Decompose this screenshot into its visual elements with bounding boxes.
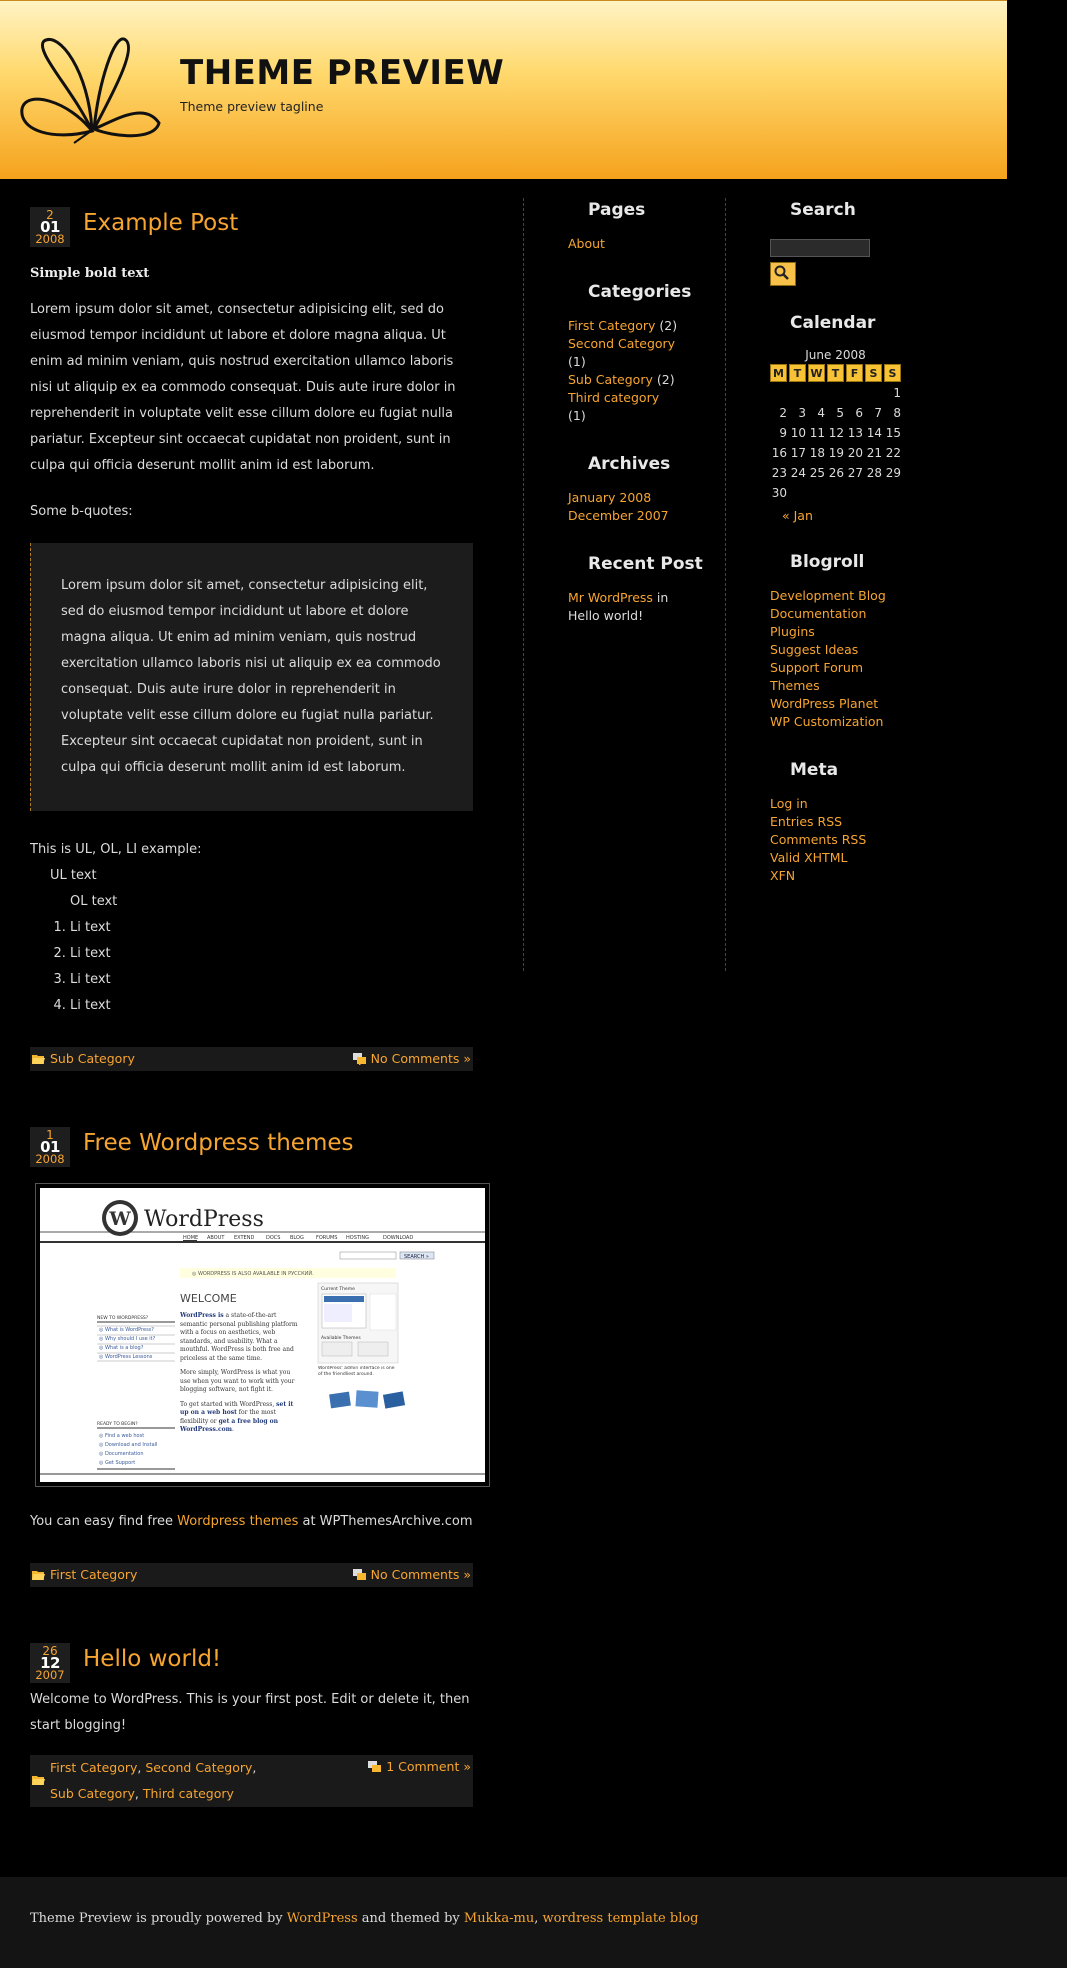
archive-link[interactable]: January 2008 <box>568 490 652 505</box>
page-link-about[interactable]: About <box>568 236 605 251</box>
bquote-intro: Some b-quotes: <box>30 504 133 519</box>
pages-widget <box>568 195 718 253</box>
list-intro: This is UL, OL, LI example: <box>30 842 202 857</box>
folder-icon <box>32 1775 45 1785</box>
ol-text: OL text <box>70 894 118 909</box>
calendar-week-row <box>770 424 901 442</box>
calendar-day: 3 <box>798 406 806 420</box>
calendar-day: 22 <box>885 446 901 460</box>
bold-text: Simple bold text <box>30 266 150 281</box>
category-link[interactable]: First Category <box>50 1760 138 1775</box>
calendar-day: 15 <box>885 426 901 440</box>
search-input[interactable] <box>770 239 870 257</box>
post-header <box>30 1125 473 1169</box>
folder-icon <box>32 1054 45 1064</box>
svg-text:◎ Download and Install: ◎ Download and Install <box>99 1442 158 1448</box>
blogroll-link[interactable]: Development Blog <box>770 588 886 603</box>
calendar-day <box>827 484 844 502</box>
blogroll-link[interactable]: Plugins <box>770 624 815 639</box>
footer-template-blog-link[interactable]: wordress template blog <box>542 1911 699 1926</box>
svg-text:WELCOME: WELCOME <box>180 1292 237 1305</box>
svg-text:Available Themes: Available Themes <box>321 1336 361 1341</box>
post-comments <box>353 1563 471 1587</box>
calendar-day: 10 <box>790 426 806 440</box>
post-day: 26 <box>42 1644 58 1658</box>
calendar-day: 29 <box>885 466 901 480</box>
list-item <box>50 863 473 915</box>
post-month: 01 <box>40 218 60 236</box>
wordpress-themes-link[interactable]: Wordpress themes <box>177 1514 299 1529</box>
wordpress-screenshot <box>35 1183 490 1487</box>
svg-text:W: W <box>109 1208 131 1230</box>
calendar-day: 27 <box>847 466 863 480</box>
post-comments <box>353 1047 471 1071</box>
calendar-day: 26 <box>828 466 844 480</box>
screenshot-brand: WordPress <box>144 1207 264 1232</box>
calendar-day <box>770 384 787 402</box>
meta-widget <box>770 755 910 885</box>
footer-wordpress-link[interactable]: WordPress <box>286 1911 358 1926</box>
site-tagline: Theme preview tagline <box>180 99 324 114</box>
recent-author-link[interactable]: Mr WordPress <box>568 590 653 605</box>
svg-text:HOME: HOME <box>183 1235 199 1241</box>
post-comments <box>368 1755 471 1779</box>
widget-title: Search <box>790 200 856 220</box>
post-year: 2008 <box>35 232 65 246</box>
svg-text:DOCS: DOCS <box>266 1235 281 1241</box>
svg-text:◎ Why should I use it?: ◎ Why should I use it? <box>99 1336 156 1342</box>
blockquote: Lorem ipsum dolor sit amet, consectetur adipisicing elit, sed do eiusmod tempor incididunt ut labore et dolore magna aliqua. Ut enim ad minim veniam, quis nostrud exercitation ullamco laboris nisi ut aliquip ex ea commodo consequat. Duis aute irure dolor in reprehenderit in voluptate velit esse cillum dolore eu fugiat nulla pariatur. Excepteur sint occaecat cupidatat non proident, sunt in culpa qui officia deserunt mollit anim id est laborum. <box>30 543 473 811</box>
calendar-day: 12 <box>828 426 844 440</box>
post-title-link[interactable]: Free Wordpress themes <box>83 1130 354 1156</box>
calendar-week-row <box>770 444 901 462</box>
svg-text:BLOG: BLOG <box>290 1235 304 1241</box>
calendar-day: 23 <box>771 466 787 480</box>
category-link[interactable]: First Category <box>50 1567 138 1582</box>
calendar-day: 7 <box>874 406 882 420</box>
calendar-day <box>827 384 844 402</box>
sidebar-left <box>568 195 718 649</box>
search-widget <box>770 195 910 286</box>
svg-text:◎ Documentation: ◎ Documentation <box>99 1451 144 1457</box>
site-footer <box>0 1877 1067 1968</box>
blogroll-link[interactable]: Suggest Ideas <box>770 642 859 657</box>
svg-text:◎ WORDPRESS IS ALSO AVAILABLE: ◎ WORDPRESS IS ALSO AVAILABLE IN РУССКИЙ. <box>192 1271 314 1277</box>
calendar-day: 18 <box>809 446 825 460</box>
login-link[interactable]: Log in <box>770 796 808 811</box>
search-icon <box>771 263 793 283</box>
recent-post-widget <box>568 549 718 625</box>
column-divider <box>523 198 524 971</box>
calendar-day: 6 <box>855 406 863 420</box>
calendar-week-row <box>770 404 901 422</box>
butterfly-logo-icon[interactable] <box>14 31 164 149</box>
calendar-day: 17 <box>790 446 806 460</box>
comments-rss-link[interactable]: Comments RSS <box>770 832 867 847</box>
category-count: (2) <box>656 372 675 387</box>
list-item: 4. Li text <box>70 993 473 1019</box>
wordpress-page-image: W WordPress HOME ABOUT EXTEND DOCS BLOG FORUMS HOSTING DOWNLOAD SEARCH » ◎ WORDPRESS IS ALSO AVAILABLE IN РУССКИЙ. WELCOME NEW TO WORDPRESS? ◎ What is WordPress? ◎ Why should I use it? ◎ What is a blog? ◎ WordPress Lessons READY TO BEGIN? ◎ Find a web host ◎ Download and Install ◎ Documentation ◎ Get Support WordPress is a state-of-the-art semantic personal publishing platform with a focus on aesthetics, web standards, and usability. What a mouthful. WordPress is both free and priceless at the same time. More simply, WordPress is what you use when you want to work with your blogging software, not fight it. To get started with WordPress, set it up on a web host for the most flexibility or get a free blog on WordPress.com. Current Theme Available Themes WordPress' admin interface is one of the friendliest around. <box>40 1188 485 1482</box>
archives-widget <box>568 449 718 525</box>
calendar-widget <box>770 308 910 523</box>
archive-link[interactable]: December 2007 <box>568 508 669 523</box>
column-divider <box>725 198 726 971</box>
blogroll-link[interactable]: WP Customization <box>770 714 884 729</box>
calendar-day: 28 <box>866 466 882 480</box>
xfn-link[interactable]: XFN <box>770 868 796 883</box>
blogroll-link[interactable]: Themes <box>770 678 820 693</box>
category-link[interactable]: Third category <box>568 390 660 405</box>
comments-link[interactable]: No Comments » <box>370 1567 471 1582</box>
post-meta-bar <box>30 1563 473 1587</box>
post-free-themes <box>30 1125 473 1587</box>
widget-title: Archives <box>588 454 671 474</box>
calendar-day-header: W <box>808 364 825 382</box>
category-link[interactable]: Sub Category <box>50 1786 135 1801</box>
ul-text: UL text <box>50 868 97 883</box>
comment-icon <box>353 1569 366 1581</box>
calendar-day <box>865 484 882 502</box>
categories-widget <box>568 277 718 425</box>
post-day: 1 <box>46 1128 54 1142</box>
calendar-day-header: F <box>846 364 863 382</box>
post-title-link[interactable]: Hello world! <box>83 1646 222 1672</box>
calendar-caption: June 2008 <box>805 348 866 362</box>
svg-text:◎ Get Support: ◎ Get Support <box>99 1460 136 1466</box>
svg-text:READY TO BEGIN?: READY TO BEGIN? <box>97 1422 138 1427</box>
calendar-body <box>770 384 901 502</box>
post-paragraph: Welcome to WordPress. This is your first post. Edit or delete it, then start blogging! <box>30 1692 470 1733</box>
widget-title: Categories <box>588 282 692 302</box>
calendar-day <box>789 384 806 402</box>
post-date <box>30 1127 70 1167</box>
calendar-day: 13 <box>847 426 863 440</box>
calendar-day: 14 <box>866 426 882 440</box>
list-item: 1. Li text <box>70 915 473 941</box>
main-content <box>30 205 473 1807</box>
post-meta-bar <box>30 1755 473 1807</box>
recent-post-title: Hello world! <box>568 608 644 623</box>
post-day: 2 <box>46 208 54 222</box>
calendar-day: 16 <box>771 446 787 460</box>
svg-text:SEARCH »: SEARCH » <box>404 1254 429 1260</box>
calendar-week-row <box>770 484 901 502</box>
svg-text:FORUMS: FORUMS <box>316 1235 338 1241</box>
post-hello-world <box>30 1641 473 1807</box>
comment-icon <box>368 1761 381 1773</box>
ol-example <box>30 915 473 1019</box>
post-example <box>30 205 473 1071</box>
search-button[interactable] <box>770 262 796 286</box>
calendar-day <box>808 384 825 402</box>
post-title-link[interactable]: Example Post <box>83 210 239 236</box>
calendar-day <box>846 384 863 402</box>
svg-text:HOSTING: HOSTING <box>346 1235 370 1241</box>
post-paragraph: Lorem ipsum dolor sit amet, consectetur adipisicing elit, sed do eiusmod tempor incididunt ut labore et dolore magna aliqua. Ut enim ad minim veniam, quis nostrud exercitation ullamco laboris nisi ut aliquip ex ea commodo consequat. Duis aute irure dolor in reprehenderit in voluptate velit esse cillum dolore eu fugiat nulla pariatur. Excepteur sint occaecat cupidatat non proident, sunt in culpa qui officia deserunt mollit anim id est laborum. <box>30 302 456 473</box>
calendar-day: 4 <box>817 406 825 420</box>
calendar-table <box>768 348 903 504</box>
calendar-day <box>884 484 901 502</box>
widget-title: Recent Post <box>588 554 703 574</box>
calendar-week-row <box>770 384 901 402</box>
calendar-day-header: T <box>789 364 806 382</box>
footer-mukka-mu-link[interactable]: Mukka-mu <box>463 1911 535 1926</box>
svg-text:◎ Find a web host: ◎ Find a web host <box>99 1433 145 1439</box>
post-date <box>30 207 70 247</box>
category-link[interactable]: Second Category <box>568 336 676 351</box>
post-date <box>30 1643 70 1683</box>
calendar-day <box>865 384 882 402</box>
svg-text:DOWNLOAD: DOWNLOAD <box>383 1235 414 1241</box>
list-item: 3. Li text <box>70 967 473 993</box>
calendar-day-header: S <box>884 364 901 382</box>
post-categories: First Category, Second Category, Sub Category, Third category <box>30 1755 280 1807</box>
post-meta-bar <box>30 1047 473 1071</box>
post-year: 2007 <box>35 1668 65 1682</box>
footer-text: Theme Preview is proudly powered by <box>30 1911 287 1926</box>
svg-text:NEW TO WORDPRESS?: NEW TO WORDPRESS? <box>97 1316 149 1321</box>
widget-title: Blogroll <box>790 552 865 572</box>
svg-text:EXTEND: EXTEND <box>234 1235 255 1241</box>
widget-title: Pages <box>588 200 646 220</box>
svg-text:◎ What is a blog?: ◎ What is a blog? <box>99 1345 144 1351</box>
calendar-day-header: T <box>827 364 844 382</box>
category-link[interactable]: Second Category <box>145 1760 253 1775</box>
widget-title: Meta <box>790 760 839 780</box>
category-link[interactable]: First Category <box>568 318 656 333</box>
text-before: You can easy find free <box>30 1514 178 1529</box>
calendar-day: 5 <box>836 406 844 420</box>
widget-title: Calendar <box>790 313 876 333</box>
site-header <box>0 0 1007 179</box>
footer-text: and themed by <box>357 1911 464 1926</box>
calendar-day: 20 <box>847 446 863 460</box>
calendar-day <box>846 484 863 502</box>
post-header <box>30 205 473 249</box>
post-category <box>30 1047 135 1071</box>
post-category <box>30 1563 137 1587</box>
calendar-day: 8 <box>893 406 901 420</box>
footer-credit <box>30 1911 699 1926</box>
comments-link[interactable]: 1 Comment » <box>386 1759 471 1774</box>
post-month: 12 <box>40 1654 60 1672</box>
calendar-day-header: M <box>770 364 787 382</box>
site-title[interactable]: THEME PREVIEW <box>180 53 505 93</box>
calendar-day <box>789 484 806 502</box>
calendar-day: 21 <box>866 446 882 460</box>
recent-in-text: in <box>652 590 669 605</box>
svg-text:ABOUT: ABOUT <box>207 1235 225 1241</box>
list-item: 2. Li text <box>70 941 473 967</box>
calendar-day: 1 <box>893 386 901 400</box>
comment-icon <box>353 1053 366 1065</box>
calendar-day: 19 <box>828 446 844 460</box>
valid-xhtml-link[interactable]: Valid XHTML <box>770 850 848 865</box>
calendar-day: 9 <box>779 426 787 440</box>
calendar-day: 24 <box>790 466 806 480</box>
ul-example <box>30 863 473 915</box>
category-count: (1) <box>568 354 586 369</box>
screenshot-image <box>40 1188 485 1482</box>
sidebar-right <box>770 195 910 909</box>
blogroll-link[interactable]: WordPress Planet <box>770 696 879 711</box>
calendar-day <box>808 484 825 502</box>
post-header <box>30 1641 473 1685</box>
calendar-day-header: S <box>865 364 882 382</box>
svg-text:◎ WordPress Lessons: ◎ WordPress Lessons <box>99 1354 153 1360</box>
footer-text: , <box>534 1911 543 1926</box>
blogroll-link[interactable]: Documentation <box>770 606 867 621</box>
svg-text:Current Theme: Current Theme <box>321 1287 355 1292</box>
calendar-day: 2 <box>779 406 787 420</box>
category-count: (1) <box>568 408 586 423</box>
calendar-day: 25 <box>809 466 825 480</box>
calendar-prev-link[interactable]: « Jan <box>782 508 813 523</box>
text-after: at WPThemesArchive.com <box>298 1514 473 1529</box>
post-paragraph <box>30 1509 473 1535</box>
svg-text:◎ What is WordPress?: ◎ What is WordPress? <box>99 1327 154 1333</box>
calendar-week-row <box>770 464 901 482</box>
comments-link[interactable]: No Comments » <box>370 1051 471 1066</box>
calendar-day: 30 <box>771 486 787 500</box>
entries-rss-link[interactable]: Entries RSS <box>770 814 843 829</box>
blogroll-link[interactable]: Support Forum <box>770 660 864 675</box>
blogroll-widget <box>770 547 910 731</box>
calendar-day: 11 <box>809 426 825 440</box>
category-link[interactable]: Sub Category <box>568 372 653 387</box>
folder-icon <box>32 1570 45 1580</box>
category-count: (2) <box>659 318 678 333</box>
category-link[interactable]: Sub Category <box>50 1051 135 1066</box>
post-month: 01 <box>40 1138 60 1156</box>
category-link[interactable]: Third category <box>142 1786 234 1801</box>
post-year: 2008 <box>35 1152 65 1166</box>
